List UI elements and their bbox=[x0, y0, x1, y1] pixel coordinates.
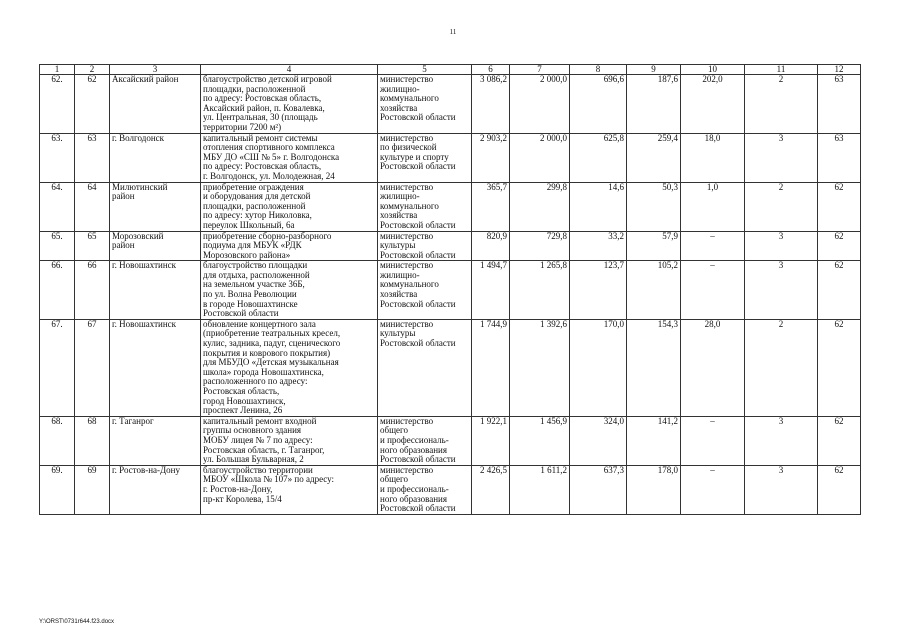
file-path-footer: Y:\ORST\0731r644.f23.docx bbox=[39, 619, 115, 625]
row-number-cell: 69. bbox=[40, 465, 75, 514]
federal-budget-cell: 637,3 bbox=[570, 465, 627, 514]
federal-budget-cell: 14,6 bbox=[570, 182, 627, 231]
total-amount-cell: 1 494,7 bbox=[472, 261, 510, 320]
table-row bbox=[40, 465, 861, 514]
table-row bbox=[40, 416, 861, 465]
row-number-cell: 63. bbox=[40, 133, 75, 182]
extra-funds-cell: – bbox=[681, 465, 745, 514]
score-cell: 62 bbox=[818, 319, 861, 416]
project-description-cell: обновление концертного зала (приобретение театральных кресел, кулис, задника, падуг, сценического покрытия и коврового покрытия) для МБУДО «Детская музыкальная школа» города Новошахтинска, расположенного по адресу: Ростовская область, город Новошахтинск, проспект Ленина, 26 bbox=[201, 319, 378, 416]
row-number-cell: 68. bbox=[40, 416, 75, 465]
column-header-7: 7 bbox=[510, 65, 570, 75]
local-budget-cell: 178,0 bbox=[627, 465, 681, 514]
row-number-cell: 64. bbox=[40, 182, 75, 231]
row-number-cell: 67. bbox=[40, 319, 75, 416]
column-header-4: 4 bbox=[201, 65, 378, 75]
ministry-cell: министерство по физической культуре и спорту Ростовской области bbox=[378, 133, 472, 182]
row-number-cell: 65. bbox=[40, 231, 75, 261]
extra-funds-cell: – bbox=[681, 416, 745, 465]
ministry-cell: министерство общего и профессиональ- ного образования Ростовской области bbox=[378, 465, 472, 514]
total-amount-cell: 2 426,5 bbox=[472, 465, 510, 514]
page-number: 11 bbox=[449, 28, 457, 36]
header-row bbox=[40, 65, 861, 75]
local-budget-cell: 50,3 bbox=[627, 182, 681, 231]
column-header-2: 2 bbox=[75, 65, 110, 75]
regional-budget-cell: 1 611,2 bbox=[510, 465, 570, 514]
score-cell: 62 bbox=[818, 182, 861, 231]
column-header-1: 1 bbox=[40, 65, 75, 75]
total-amount-cell: 3 086,2 bbox=[472, 75, 510, 134]
column-header-10: 10 bbox=[681, 65, 745, 75]
table-row bbox=[40, 319, 861, 416]
municipality-cell: Аксайский район bbox=[110, 75, 201, 134]
regional-budget-cell: 729,8 bbox=[510, 231, 570, 261]
extra-funds-cell: 18,0 bbox=[681, 133, 745, 182]
table-body bbox=[40, 75, 861, 515]
score-cell: 62 bbox=[818, 416, 861, 465]
column-header-6: 6 bbox=[472, 65, 510, 75]
federal-budget-cell: 33,2 bbox=[570, 231, 627, 261]
extra-funds-cell: 202,0 bbox=[681, 75, 745, 134]
project-description-cell: благоустройство детской игровой площадки, расположенной по адресу: Ростовская область, Аксайский район, п. Ковалевка, ул. Центральная, 30 (площадь территории 7200 м²) bbox=[201, 75, 378, 134]
priority-cell: 2 bbox=[745, 319, 818, 416]
local-budget-cell: 187,6 bbox=[627, 75, 681, 134]
local-budget-cell: 154,3 bbox=[627, 319, 681, 416]
score-cell: 62 bbox=[818, 231, 861, 261]
priority-cell: 3 bbox=[745, 133, 818, 182]
table-row bbox=[40, 231, 861, 261]
regional-budget-cell: 299,8 bbox=[510, 182, 570, 231]
total-amount-cell: 820,9 bbox=[472, 231, 510, 261]
municipality-cell: г. Ростов-на-Дону bbox=[110, 465, 201, 514]
total-amount-cell: 365,7 bbox=[472, 182, 510, 231]
project-description-cell: капитальный ремонт входной группы основного здания МОБУ лицея № 7 по адресу: Ростовская область, г. Таганрог, ул. Большая Бульварная, 2 bbox=[201, 416, 378, 465]
item-number-cell: 65 bbox=[75, 231, 110, 261]
score-cell: 62 bbox=[818, 465, 861, 514]
federal-budget-cell: 324,0 bbox=[570, 416, 627, 465]
column-header-8: 8 bbox=[570, 65, 627, 75]
subsidy-table bbox=[39, 64, 861, 515]
project-description-cell: приобретение сборно-разборного подиума для МБУК «РДК Морозовского района» bbox=[201, 231, 378, 261]
column-header-9: 9 bbox=[627, 65, 681, 75]
item-number-cell: 63 bbox=[75, 133, 110, 182]
regional-budget-cell: 1 456,9 bbox=[510, 416, 570, 465]
item-number-cell: 62 bbox=[75, 75, 110, 134]
item-number-cell: 64 bbox=[75, 182, 110, 231]
item-number-cell: 68 bbox=[75, 416, 110, 465]
total-amount-cell: 1 922,1 bbox=[472, 416, 510, 465]
priority-cell: 2 bbox=[745, 75, 818, 134]
federal-budget-cell: 696,6 bbox=[570, 75, 627, 134]
table-row bbox=[40, 75, 861, 134]
ministry-cell: министерство культуры Ростовской области bbox=[378, 319, 472, 416]
federal-budget-cell: 123,7 bbox=[570, 261, 627, 320]
total-amount-cell: 1 744,9 bbox=[472, 319, 510, 416]
score-cell: 63 bbox=[818, 75, 861, 134]
priority-cell: 2 bbox=[745, 182, 818, 231]
regional-budget-cell: 1 392,6 bbox=[510, 319, 570, 416]
table-row bbox=[40, 261, 861, 320]
municipality-cell: г. Новошахтинск bbox=[110, 319, 201, 416]
regional-budget-cell: 2 000,0 bbox=[510, 133, 570, 182]
column-header-12: 12 bbox=[818, 65, 861, 75]
item-number-cell: 67 bbox=[75, 319, 110, 416]
local-budget-cell: 141,2 bbox=[627, 416, 681, 465]
project-description-cell: благоустройство территории МБОУ «Школа № 107» по адресу: г. Ростов-на-Дону, пр-кт Королева, 15/4 bbox=[201, 465, 378, 514]
municipality-cell: г. Волгодонск bbox=[110, 133, 201, 182]
extra-funds-cell: 1,0 bbox=[681, 182, 745, 231]
extra-funds-cell: 28,0 bbox=[681, 319, 745, 416]
total-amount-cell: 2 903,2 bbox=[472, 133, 510, 182]
row-number-cell: 66. bbox=[40, 261, 75, 320]
column-header-5: 5 bbox=[378, 65, 472, 75]
score-cell: 63 bbox=[818, 133, 861, 182]
score-cell: 62 bbox=[818, 261, 861, 320]
extra-funds-cell: – bbox=[681, 231, 745, 261]
federal-budget-cell: 170,0 bbox=[570, 319, 627, 416]
extra-funds-cell: – bbox=[681, 261, 745, 320]
ministry-cell: министерство жилищно- коммунального хозяйства Ростовской области bbox=[378, 75, 472, 134]
local-budget-cell: 105,2 bbox=[627, 261, 681, 320]
item-number-cell: 69 bbox=[75, 465, 110, 514]
local-budget-cell: 259,4 bbox=[627, 133, 681, 182]
project-description-cell: благоустройство площадки для отдыха, расположенной на земельном участке 36Б, по ул. Волна Революции в городе Новошахтинске Ростовской области bbox=[201, 261, 378, 320]
priority-cell: 3 bbox=[745, 465, 818, 514]
column-header-3: 3 bbox=[110, 65, 201, 75]
municipality-cell: Морозовский район bbox=[110, 231, 201, 261]
federal-budget-cell: 625,8 bbox=[570, 133, 627, 182]
priority-cell: 3 bbox=[745, 231, 818, 261]
table-row bbox=[40, 133, 861, 182]
project-description-cell: приобретение ограждения и оборудования для детской площадки, расположенной по адресу: хутор Николовка, переулок Школьный, 6а bbox=[201, 182, 378, 231]
table-row bbox=[40, 182, 861, 231]
item-number-cell: 66 bbox=[75, 261, 110, 320]
local-budget-cell: 57,9 bbox=[627, 231, 681, 261]
municipality-cell: г. Таганрог bbox=[110, 416, 201, 465]
row-number-cell: 62. bbox=[40, 75, 75, 134]
municipality-cell: г. Новошахтинск bbox=[110, 261, 201, 320]
ministry-cell: министерство жилищно- коммунального хозяйства Ростовской области bbox=[378, 182, 472, 231]
priority-cell: 3 bbox=[745, 261, 818, 320]
project-description-cell: капитальный ремонт системы отопления спортивного комплекса МБУ ДО «СШ № 5» г. Волгодонска по адресу: Ростовская область, г. Волгодонск, ул. Молодежная, 24 bbox=[201, 133, 378, 182]
ministry-cell: министерство культуры Ростовской области bbox=[378, 231, 472, 261]
column-header-11: 11 bbox=[745, 65, 818, 75]
regional-budget-cell: 1 265,8 bbox=[510, 261, 570, 320]
priority-cell: 3 bbox=[745, 416, 818, 465]
ministry-cell: министерство жилищно- коммунального хозяйства Ростовской области bbox=[378, 261, 472, 320]
regional-budget-cell: 2 000,0 bbox=[510, 75, 570, 134]
ministry-cell: министерство общего и профессиональ- ного образования Ростовской области bbox=[378, 416, 472, 465]
municipality-cell: Милютинский район bbox=[110, 182, 201, 231]
